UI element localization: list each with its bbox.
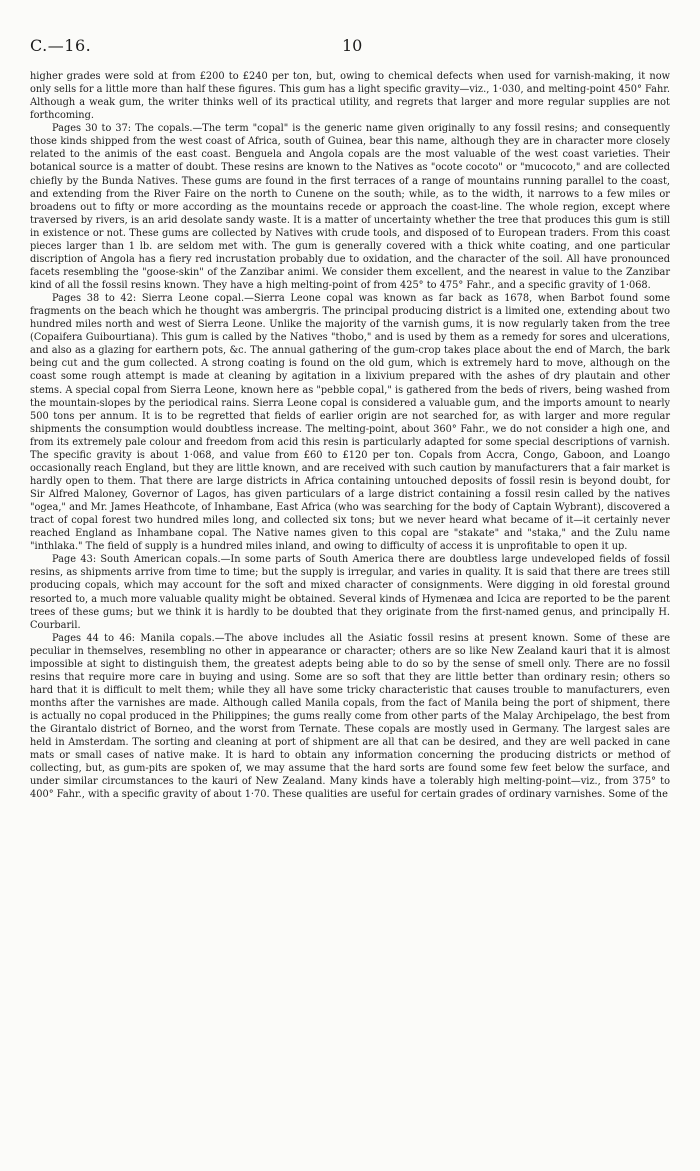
paragraph-south-american-copals: Page 43: South American copals.—In some parts of South America there are doubtless large undeveloped fields of fossil resins, as shipments arrive from time to time; but the supply is irregular, and varies in quality. It is said that there are trees still producing copals, which may account for the soft and mixed character of consignments. Were digging in old forestal ground resorted to, a much more valuable quality might be obtained. Several kinds of Hymenæa and Icica are reported to be the parent trees of these gums; but we think it is hardly to be doubted that they originate from the first-named genus, and principally H. Courbaril. <box>30 554 670 631</box>
page-number: 10 <box>342 36 363 55</box>
paragraph-sierra-leone-copal: Pages 38 to 42: Sierra Leone copal.—Sierra Leone copal was known as far back as 1678, when Barbot found some fragments on the beach which he thought was ambergris. The principal producing district is a limited one, extending about two hundred miles north and west of Sierra Leone. Unlike the majority of the varnish gums, it is now regularly taken from the tree (Copaifera Guibourtiana). This gum is called by the Natives "thobo," and is used by them as a remedy for sores and ulcerations, and also as a glazing for earthern pots, &c. The annual gathering of the gum-crop takes place about the end of March, the bark being cut and the gum collected. A strong coating is found on the old gum, which is extremely hard to move, although on the coast some rough attempt is made at cleaning by agitation in a lixivium prepared with the ashes of dry plautain and other stems. A special copal from Sierra Leone, known here as "pebble copal," is gathered from the beds of rivers, being washed from the mountain-slopes by the periodical rains. Sierra Leone copal is considered a valuable gum, and the imports amount to nearly 500 tons per annum. It is to be regretted that fields of earlier origin are not searched for, as with larger and more regular shipments the consumption would doubtless increase. The melting-point, about 360° Fahr., we do not consider a high one, and from its extremely pale colour and freedom from acid this resin is particularly adapted for some special descriptions of varnish. The specific gravity is about 1·068, and value from £60 to £120 per ton. Copals from Accra, Congo, Gaboon, and Loango occasionally reach England, but they are little known, and are received with such caution by manufacturers that a fair market is hardly open to them. That there are large districts in Africa containing untouched deposits of fossil resin is beyond doubt, for Sir Alfred Maloney, Governor of Lagos, has given particulars of a large district containing a fossil resin called by the natives "ogea," and Mr. James Heathcote, of Inhambane, East Africa (who was searching for the body of Captain Wybrant), discovered a tract of copal forest two hundred miles long, and collected six tons; but we never heard what became of it—it certainly never reached England as Inhambane copal. The Native names given to this copal are "stakate" and "staka," and the Zulu name "inthlaka." The field of supply is a hundred miles inland, and owing to difficulty of access it is unprofitable to open it up. <box>30 293 670 553</box>
page-header <box>30 36 670 58</box>
document-reference: C.—16. <box>30 36 92 55</box>
paragraph-copals: Pages 30 to 37: The copals.—The term "copal" is the generic name given originally to any fossil resins; and consequently those kinds shipped from the west coast of Africa, south of Guinea, bear this name, although they are in character more closely related to the animis of the east coast. Benguela and Angola copals are the most valuable of the west coast varieties. Their botanical source is a matter of doubt. These resins are known to the Natives as "ocote cocoto" or "mucocoto," and are collected chiefly by the Bunda Natives. These gums are found in the first terraces of a range of mountains running parallel to the coast, and extending from the River Faire on the north to Cunene on the south; while, as to the width, it narrows to a few miles or broadens out to fifty or more according as the mountains recede or approach the coast-line. The whole region, except where traversed by rivers, is an arid desolate sandy waste. It is a matter of uncertainty whether the tree that produces this gum is still in existence or not. These gums are collected by Natives with crude tools, and disposed of to European traders. From this coast pieces larger than 1 lb. are seldom met with. The gum is generally covered with a thick white coating, and one particular discription of Angola has a fiery red incrustation probably due to oxidation, and the character of the soil. All have pronounced facets resembling the "goose-skin" of the Zanzibar animi. We consider them excellent, and the nearest in value to the Zanzibar kind of all the fossil resins known. They have a high melting-point of from 425° to 475° Fahr., and a specific gravity of 1·068. <box>30 123 670 291</box>
paragraph-continuation: higher grades were sold at from £200 to £240 per ton, but, owing to chemical defects when used for varnish-making, it now only sells for a little more than half these figures. This gum has a light specific gravity—viz., 1·030, and melting-point 450° Fahr. Although a weak gum, the writer thinks well of its practical utility, and regrets that larger and more regular supplies are not forthcoming. <box>30 71 670 122</box>
body-text <box>30 70 670 802</box>
paragraph-manila-copals: Pages 44 to 46: Manila copals.—The above includes all the Asiatic fossil resins at present known. Some of these are peculiar in themselves, resembling no other in appearance or character; others are so like New Zealand kauri that it is almost impossible at sight to distinguish them, the greatest adepts being able to do so by the sense of smell only. There are no fossil resins that require more care in buying and using. Some are so soft that they are little better than ordinary resin; others so hard that it is difficult to melt them; while they all have some tricky characteristic that causes trouble to manufacturers, even months after the varnishes are made. Although called Manila copals, from the fact of Manila being the port of shipment, there is actually no copal produced in the Philippines; the gums really come from other parts of the Malay Archipelago, the best from the Girantalo district of Borneo, and the worst from Ternate. These copals are mostly used in Germany. The largest sales are held in Amsterdam. The sorting and cleaning at port of shipment are all that can be desired, and they are well packed in cane mats or small cases of native make. It is hard to obtain any information concerning the producing districts or method of collecting, but, as gum-pits are spoken of, we may assume that the hard sorts are found some few feet below the surface, and under similar circumstances to the kauri of New Zealand. Many kinds have a tolerably high melting-point—viz., from 375° to 400° Fahr., with a specific gravity of about 1·70. These qualities are useful for certain grades of ordinary varnishes. Some of the <box>30 632 670 801</box>
